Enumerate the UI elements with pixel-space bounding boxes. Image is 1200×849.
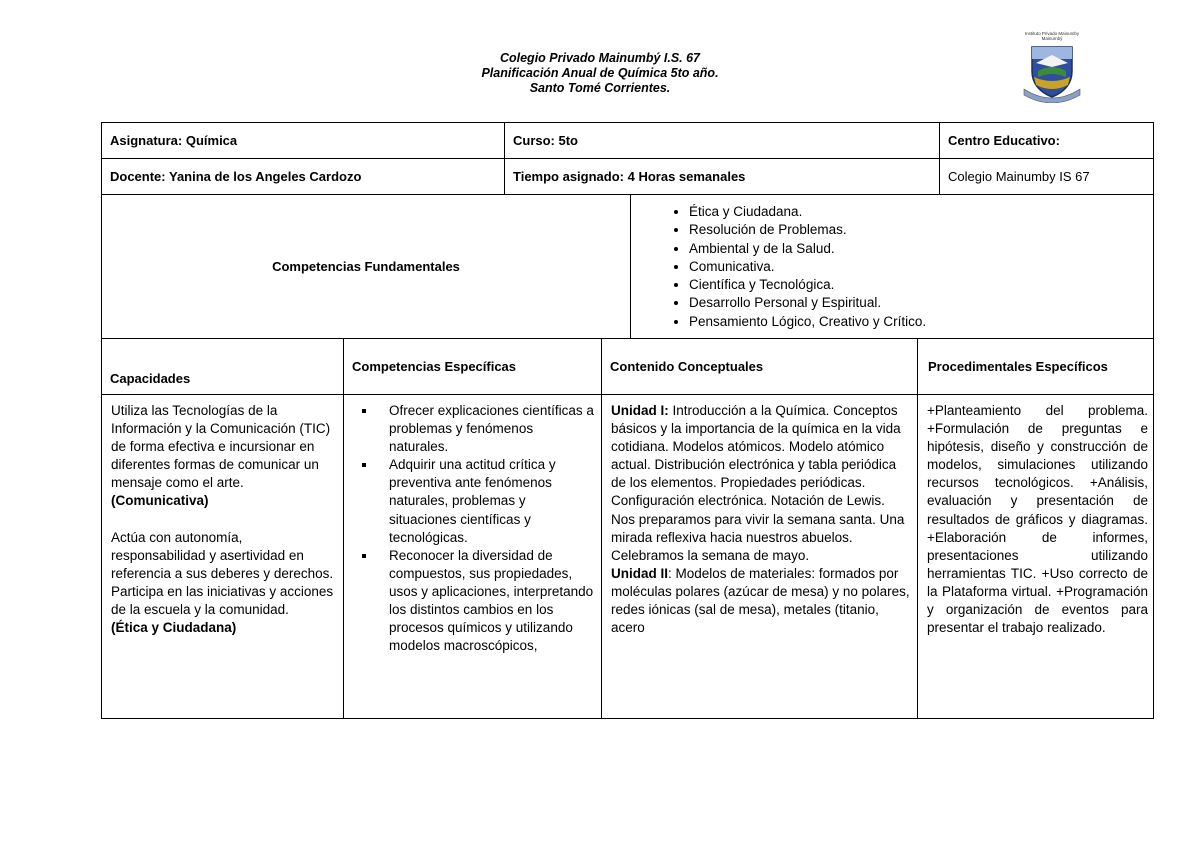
unidad-2-text: : Modelos de materiales: formados por moléculas polares (azúcar de mesa) y no polares, redes iónicas (sal de mesa), metales (titanio, acero	[611, 565, 910, 636]
logo-caption-name: Mainumbý	[1041, 36, 1063, 41]
asignatura-cell: Asignatura: Química	[102, 123, 505, 159]
plan-title: Planificación Anual de Química 5to año.	[481, 66, 719, 80]
list-item: ▪ Ofrecer explicaciones científicas a problemas y fenómenos naturales.	[377, 402, 596, 456]
list-item: • Ambiental y de la Salud.	[689, 240, 1149, 258]
list-item: • Resolución de Problemas.	[689, 221, 1149, 239]
info-table	[101, 122, 1154, 195]
list-item: • Científica y Tecnológica.	[689, 276, 1149, 294]
list-item: • Comunicativa.	[689, 258, 1149, 276]
competencias-fundamentales-list-cell	[631, 195, 1154, 339]
unidad-1-label: Unidad I:	[611, 403, 669, 418]
unidad-1-text: Introducción a la Química. Conceptos básicos y la importancia de la química en la vida cotidiana. Modelos atómicos. Modelo atómico actual. Distribución electrónica y tabla periódica de los elementos. Propiedades periódicas. Configuración electrónica. Notación de Lewis. Nos preparamos para vivir la semana santa. Una mirada reflexiva hacia nuestros abuelos. Celebramos la semana de mayo.	[611, 403, 905, 563]
competencias-especificas-list	[348, 402, 596, 655]
contenido-cell	[602, 395, 918, 719]
planning-table	[101, 338, 1154, 719]
column-header-competencias-especificas: Competencias Específicas	[344, 339, 602, 395]
procedimentales-cell: +Planteamiento del problema. +Formulación de preguntas e hipótesis, diseño y construcción de modelos, simulaciones utilizando recursos tecnológicos. +Análisis, evaluación y presentación de resultados de gráficos y diagramas. +Elaboración de informes, presentaciones utilizando herramientas TIC. +Uso correcto de la Plataforma virtual. +Programación y organización de eventos para presentar el trabajo realizado.	[918, 395, 1154, 719]
competencias-fundamentales-label: Competencias Fundamentales	[102, 195, 631, 339]
capacidad-etica: Actúa con autonomía, responsabilidad y asertividad en referencia a sus deberes y derechos. Participa en las iniciativas y acciones de la escuela y la comunidad.	[111, 529, 334, 617]
crest-icon	[1018, 41, 1086, 103]
list-item: ▪ Adquirir una actitud crítica y preventiva ante fenómenos naturales, problemas y situaciones científicas y tecnológicas.	[377, 456, 596, 546]
column-header-contenido: Contenido Conceptuales	[602, 339, 918, 395]
curso-cell: Curso: 5to	[505, 123, 940, 159]
capacidad-comunicativa: Utiliza las Tecnologías de la Información y la Comunicación (TIC) de forma efectiva e incursionar en diferentes formas de comunicar un mensaje como el arte.	[111, 403, 331, 491]
list-item: ▪ Reconocer la diversidad de compuestos, sus propiedades, usos y aplicaciones, interpretando los distintos cambios en los procesos químicos y utilizando modelos macroscópicos,	[377, 547, 596, 656]
capacidad-comunicativa-tag: (Comunicativa)	[111, 493, 209, 509]
column-header-capacidades: Capacidades	[102, 339, 344, 395]
location: Santo Tomé Corrientes.	[529, 81, 671, 95]
unidad-2-label: Unidad II	[611, 565, 668, 581]
list-item: • Pensamiento Lógico, Creativo y Crítico.	[689, 313, 1149, 331]
tiempo-cell: Tiempo asignado: 4 Horas semanales	[505, 159, 940, 195]
capacidad-etica-tag: (Ética y Ciudadana)	[111, 620, 237, 636]
capacidades-cell	[102, 395, 344, 719]
competencias-fundamentales-table	[101, 194, 1154, 339]
list-item: • Ética y Ciudadana.	[689, 203, 1149, 221]
centro-value-cell: Colegio Mainumby IS 67	[940, 159, 1154, 195]
school-name: Colegio Privado Mainumbý I.S. 67	[499, 51, 701, 65]
competencias-fundamentales-list	[631, 203, 1149, 331]
logo-caption-top: Instituto Privado Mainumby	[1024, 31, 1080, 36]
school-crest-logo	[1018, 31, 1086, 105]
column-header-procedimentales: Procedimentales Específicos	[918, 339, 1154, 395]
centro-label-cell: Centro Educativo:	[940, 123, 1154, 159]
list-item: • Desarrollo Personal y Espiritual.	[689, 294, 1149, 312]
competencias-especificas-cell	[344, 395, 602, 719]
docente-cell: Docente: Yanina de los Angeles Cardozo	[102, 159, 505, 195]
